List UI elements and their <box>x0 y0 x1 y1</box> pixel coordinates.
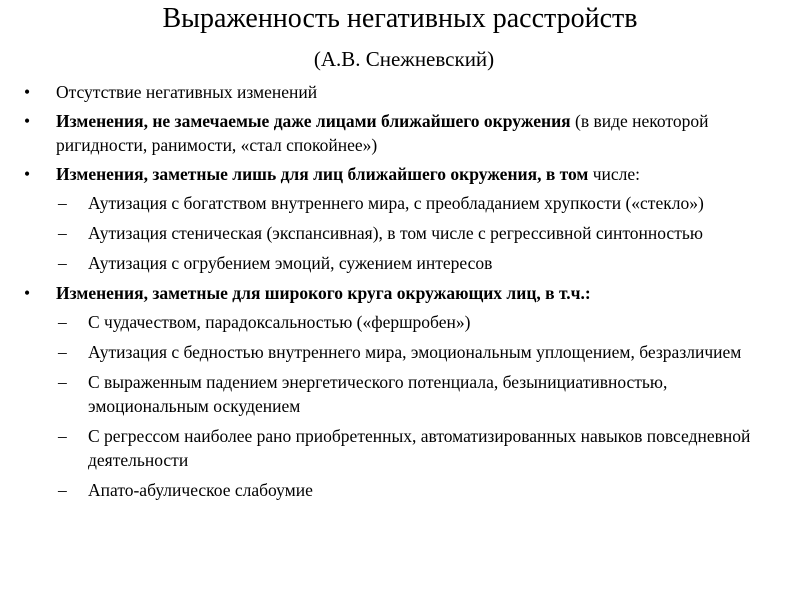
dash-marker: – <box>58 342 67 362</box>
sub-item <box>24 221 790 245</box>
dash-marker: – <box>58 193 67 213</box>
sub-item-text: Аутизация с бедностью внутреннего мира, эмоциональным уплощением, безразличием <box>88 342 742 362</box>
bullet-bold-text: Изменения, заметные для широкого круга окружающих лиц, в т.ч.: <box>56 283 591 303</box>
bullet-item <box>24 281 790 305</box>
bullet-marker: • <box>24 164 31 184</box>
dash-marker: – <box>58 372 67 392</box>
sub-item <box>24 478 790 502</box>
bullet-item <box>24 80 790 104</box>
sub-item-text: Апато-абулическое слабоумие <box>88 480 313 500</box>
bullet-item <box>24 162 790 186</box>
slide-subtitle: (А.В. Снежневский) <box>313 47 495 71</box>
bullet-bold-text: Изменения, заметные лишь для лиц ближайшего окружения, в том <box>56 164 589 184</box>
bullet-marker: • <box>24 111 31 131</box>
sub-item-text: Аутизация с богатством внутреннего мира, с преобладанием хрупкости («стекло») <box>88 193 704 213</box>
sub-item <box>24 251 790 275</box>
slide-title: Выраженность негативных расстройств <box>162 3 638 34</box>
sub-item-text: Аутизация с огрубением эмоций, сужением интересов <box>88 253 493 273</box>
sub-item-text: С выраженным падением энергетического потенциала, безынициативностью, эмоциональным оскудением <box>88 372 668 416</box>
sub-item-text: С чудачеством, парадоксальностью («фершробен») <box>88 312 471 332</box>
bullet-text: Отсутствие негативных изменений <box>56 82 318 102</box>
sub-item <box>24 310 790 334</box>
sub-item <box>24 424 790 472</box>
bullet-text: числе: <box>588 164 641 184</box>
sub-item-text: С регрессом наиболее рано приобретенных, автоматизированных навыков повседневной деятельности <box>88 426 751 470</box>
dash-marker: – <box>58 253 67 273</box>
dash-marker: – <box>58 223 67 243</box>
content-list <box>24 80 790 508</box>
sub-item <box>24 191 790 215</box>
bullet-text: (в виде некоторой ригидности, ранимости, «стал спокойнее») <box>56 111 709 155</box>
bullet-marker: • <box>24 283 31 303</box>
bullet-marker: • <box>24 82 31 102</box>
sub-item <box>24 370 790 418</box>
bullet-item <box>24 109 790 157</box>
dash-marker: – <box>58 480 67 500</box>
bullet-bold-text: Изменения, не замечаемые даже лицами ближайшего окружения <box>56 111 571 131</box>
dash-marker: – <box>58 426 67 446</box>
sub-item-text: Аутизация стеническая (экспансивная), в том числе с регрессивной синтонностью <box>88 223 703 243</box>
dash-marker: – <box>58 312 67 332</box>
sub-item <box>24 340 790 364</box>
